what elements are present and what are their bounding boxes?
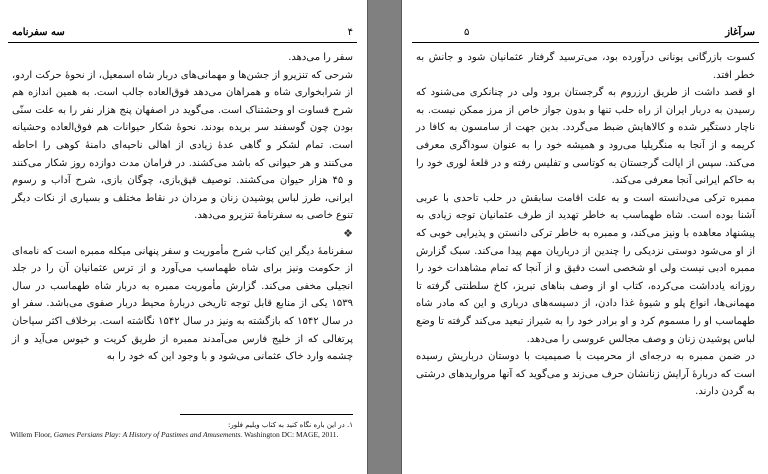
footnote: [10, 420, 353, 440]
footnote-rule: [180, 414, 353, 415]
right-paragraph-1: کسوت بازرگانی یونانی درآورده بود، می‌ترسید گرفتار عثمانیان شود و جانش به خطر افتد.: [416, 52, 755, 81]
left-page-header: [8, 26, 357, 43]
left-paragraph-1: سفر را می‌دهد.: [288, 52, 353, 63]
right-paragraph-2: او قصد داشت از طریق ارزروم به گرجستان برود ولی در چنانکری می‌شنود که رسیدن به دربار ایران از راه حلب تنها و بدون جواز خاص از مرز ممکن نیست. به ناچار دستگیر شده و کالاهایش ضبط می‌گردد. بدین جهت از سامسون به کافا در کریمه و از آنجا به منگریلیا می‌رود و همیشه خود را به عنوان سوداگری معرفی می‌کند. سپس از ایالت گرجستان به کوتاسی و تفلیس رفته و در قلعهٔ لوری خود را به حاکم ایرانی آنجا معرفی می‌کند.: [416, 87, 755, 187]
footnote-text: ۱. در این باره نگاه کنید به کتاب ویلیم فلور:: [227, 421, 353, 429]
footnote-author: Willem Floor,: [10, 430, 52, 439]
left-running-title: سه سفرنامه: [12, 27, 65, 38]
right-page: [402, 0, 768, 474]
book-gutter: [367, 0, 402, 474]
right-page-body: [412, 49, 759, 401]
left-page-body: [8, 49, 357, 366]
right-page-number: ۵: [464, 27, 470, 38]
right-page-header: [412, 26, 759, 43]
footnote-book-title: Games Persians Play: A History of Pastimes and Amusements.: [53, 430, 243, 439]
section-separator-icon: ❖: [343, 226, 353, 240]
right-paragraph-4: در ضمن ممبره به درجه‌ای از محرمیت با صمیمیت با دوستان درباریش رسیده است که دربارهٔ آرایش زنانشان حرف می‌زند و می‌گوید که آنها مرواریدهای درشتی به گردن دارند.: [416, 351, 755, 398]
left-page-number: ۴: [347, 27, 353, 38]
footnote-publisher: Washington DC: MAGE, 2011.: [244, 430, 339, 439]
left-page: [0, 0, 367, 474]
left-paragraph-2: شرحی که تنزیرو از جشن‌ها و مهمانی‌های دربار شاه اسمعیل، از نحوهٔ حرکت اردو، از شرابخواری شاه و همراهان می‌دهد فوق‌العاده جالب است. به همین اندازه هم شرح قساوت او وحشتناک است. می‌گوید در اصفهان پنج هزار نفر را به علت سنّی بودن چون گوسفند سر بریده بودند. نحوهٔ شکار حیوانات هم فوق‌العاده وحشیانه است. تمام لشکر و گاهی عدهٔ زیادی از اهالی ناحیه‌ای دامنهٔ کوهی را احاطه می‌کنند و هر حیوانی که باشد می‌کشند. در فرامان مدت دوازده روز شکار می‌کنند و ۴۵ هزار حیوان می‌کشند. توصیف قپق‌بازی، چوگان بازی، شرح آداب و رسوم ایرانی، طرز لباس پوشیدن زنان و مردان در نقاط مختلف و بسیاری از نکات دیگر تنوع خاصی به سفرنامهٔ تنزیرو می‌دهد.: [12, 69, 353, 222]
right-paragraph-3: ممبره ترکی می‌دانسته است و به علت اقامت سابقش در حلب تاحدی با عربی آشنا بوده است. شاه طهماسب به خاطر تهدید از طرف عثمانیان توجه زیادی به پیشنهاد معاهده با ونیز می‌کند، و ممبره به خاطر ترکی دانستن و پذیرایی خوبی که از او می‌شود دوستی نزدیکی را چندین از درباریان مهم پیدا می‌کند. سبک گزارش ممبره ادبی نیست ولی او شخصی است دقیق و از آنجا که تمام مشاهدات خود را روزانه یادداشت می‌کرده، کتاب او از وصف بناهای تبریز، کاخ سلطنتی گرفته تا مهمانی‌ها، انواع پلو و شیوهٔ غذا دادن، از دسیسه‌های درباری و این که مادر شاه طهماسب او را مسموم کرد و او برادر خود را به شیراز تبعید می‌کند گرفته تا وضع لباس پوشیدن زنان و وصف مجالس عروسی را می‌دهد.: [416, 192, 755, 345]
footnote-citation: [10, 430, 353, 440]
left-paragraph-3: سفرنامهٔ دیگر این کتاب شرح مأموریت و سفر پنهانی میکله ممبره است که نامه‌ای از حکومت ونیز برای شاه طهماسب می‌آورد و از ترس عثمانیان آن را در جلد انجیلی مخفی می‌کند. گزارش مأموریت ممبره به دربار شاه طهماسب در سال ۱۵۳۹ یکی از منابع قابل توجه تاریخی دربارهٔ محیط دربار صفوی می‌باشد. سفر او در سال ۱۵۴۲ که بازگشته به ونیز در سال ۱۵۴۲ نگاشته است. برخلاف اکثر سیاحان پرتغالی که از خلیج فارس می‌آمدند ممبره از طریق کریت و خیوس می‌آید و از چشمه وارد خاک عثمانی می‌شود و با وجود این که خود را به: [12, 245, 353, 363]
right-running-title: سرآغاز: [725, 27, 755, 38]
